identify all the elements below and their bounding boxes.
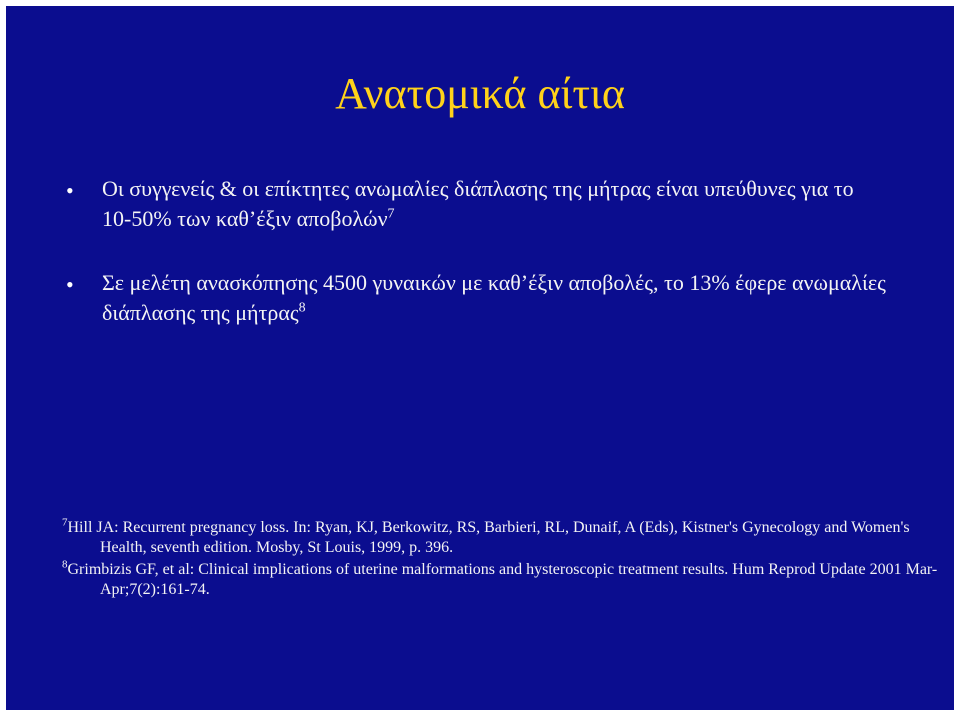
slide-title: Ανατομικά αίτια [335,69,625,118]
bullet-item [66,268,886,328]
slide [6,6,954,710]
reference-number: 7 [62,516,68,529]
bullet-list [66,174,886,362]
reference-text: Grimbizis GF, et al: Clinical implications of uterine malformations and hysteroscopic treatment results. Hum Reprod Update 2001 Mar-Apr;7(2):161-74. [67,561,938,598]
bullet-text: Σε μελέτη ανασκόπησης 4500 γυναικών με καθ’έξιν αποβολές, το 13% έφερε ανωμαλίες διάπλασης της μήτρας [102,270,886,325]
bullet-dot-icon: • [66,272,74,297]
reference-item [62,560,942,600]
reference-item [62,518,942,558]
citation-superscript: 8 [298,300,306,316]
references [62,518,942,602]
citation-superscript: 7 [387,206,395,222]
reference-text: Hill JA: Recurrent pregnancy loss. In: Ryan, KJ, Berkowitz, RS, Barbieri, RL, Dunaif, A (Eds), Kistner's Gynecology and Women's Health, seventh edition. Mosby, St Louis, 1999, p. 396. [67,519,910,556]
bullet-dot-icon: • [66,178,74,203]
bullet-item [66,174,886,234]
reference-number: 8 [62,558,68,571]
bullet-text: Οι συγγενείς & οι επίκτητες ανωμαλίες διάπλασης της μήτρας είναι υπεύθυνες για το 10-50% των καθ’έξιν αποβολών [102,176,854,231]
